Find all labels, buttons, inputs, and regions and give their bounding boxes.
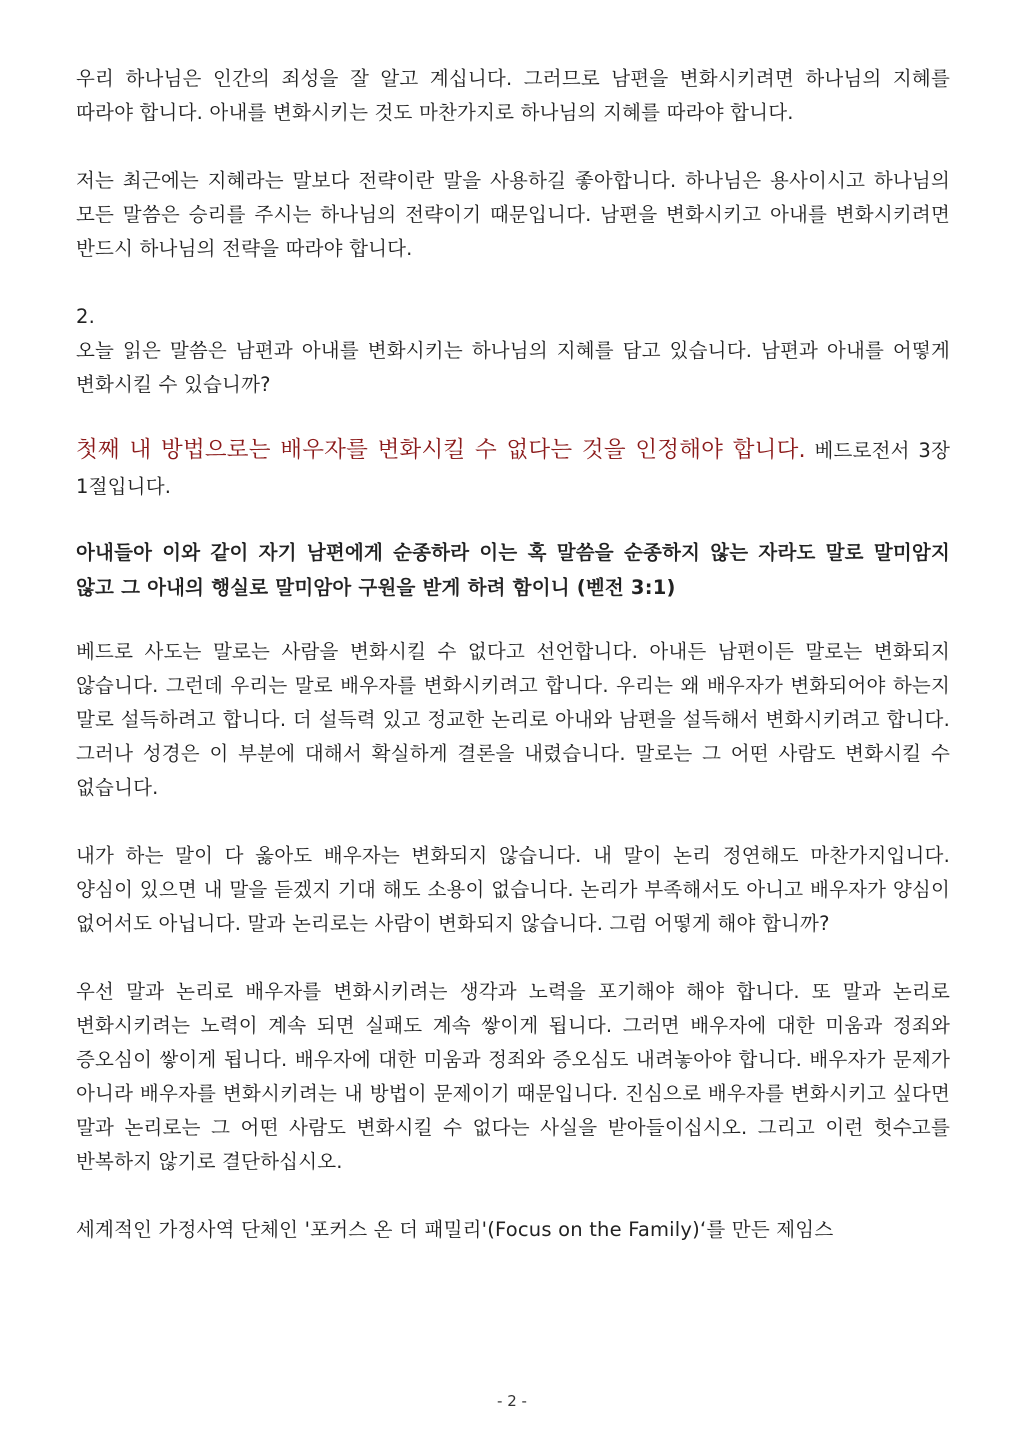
heading-paragraph	[76, 432, 950, 505]
section-number: 2.	[76, 305, 96, 328]
page-number: - 2 -	[497, 1392, 527, 1410]
heading-reference: 베드로전서 3장 1절입니다.	[76, 439, 950, 498]
paragraph-6: 우선 말과 논리로 배우자를 변화시키려는 생각과 노력을 포기해야 해야 합니다. 또 말과 논리로 변화시키려는 노력이 계속 되면 실패도 계속 쌓이게 됩니다. 그러면 배우자에 대한 미움과 정죄와 증오심이 쌓이게 됩니다. 배우자에 대한 미움과 정죄와 증오심도 내려놓아야 합니다. 배우자가 문제가 아니라 배우자를 변화시키려는 내 방법이 문제이기 때문입니다. 진심으로 배우자를 변화시키고 싶다면 말과 논리로는 그 어떤 사람도 변화시킬 수 없다는 사실을 받아들이십시오. 그리고 이런 헛수고를 반복하지 않기로 결단하십시오.	[76, 980, 950, 1173]
paragraph-3: 오늘 읽은 말씀은 남편과 아내를 변화시키는 하나님의 지혜를 담고 있습니다. 남편과 아내를 어떻게 변화시킬 수 있습니까?	[76, 339, 950, 396]
paragraph-1: 우리 하나님은 인간의 죄성을 잘 알고 계십니다. 그러므로 남편을 변화시키려면 하나님의 지혜를 따라야 합니다. 아내를 변화시키는 것도 마찬가지로 하나님의 지혜를 따라야 합니다.	[76, 67, 950, 124]
scripture-quote: 아내들아 이와 같이 자기 남편에게 순종하라 이는 혹 말씀을 순종하지 않는 자라도 말로 말미암지 않고 그 아내의 행실로 말미암아 구원을 받게 하려 함이니 (벧전 3:1)	[76, 541, 950, 599]
paragraph-5: 내가 하는 말이 다 옳아도 배우자는 변화되지 않습니다. 내 말이 논리 정연해도 마찬가지입니다. 양심이 있으면 내 말을 듣겠지 기대 해도 소용이 없습니다. 논리가 부족해서도 아니고 배우자가 양심이 없어서도 아닙니다. 말과 논리로는 사람이 변화되지 않습니다. 그럼 어떻게 해야 합니까?	[76, 844, 950, 935]
paragraph-2: 저는 최근에는 지혜라는 말보다 전략이란 말을 사용하길 좋아합니다. 하나님은 용사이시고 하나님의 모든 말씀은 승리를 주시는 하나님의 전략이기 때문입니다. 남편을 변화시키고 아내를 변화시키려면 반드시 하나님의 전략을 따라야 합니다.	[76, 169, 950, 260]
paragraph-4: 베드로 사도는 말로는 사람을 변화시킬 수 없다고 선언합니다. 아내든 남편이든 말로는 변화되지 않습니다. 그런데 우리는 말로 배우자를 변화시키려고 합니다. 우리는 왜 배우자가 변화되어야 하는지 말로 설득하려고 합니다. 더 설득력 있고 정교한 논리로 아내와 남편을 설득해서 변화시키려고 합니다. 그러나 성경은 이 부분에 대해서 확실하게 결론을 내렸습니다. 말로는 그 어떤 사람도 변화시킬 수 없습니다.	[76, 640, 950, 799]
section-heading: 첫째 내 방법으로는 배우자를 변화시킬 수 없다는 것을 인정해야 합니다.	[76, 437, 806, 463]
paragraph-7: 세계적인 가정사역 단체인 '포커스 온 더 패밀리'(Focus on the Family)‘를 만든 제임스	[76, 1218, 834, 1241]
document-page	[76, 62, 950, 1247]
